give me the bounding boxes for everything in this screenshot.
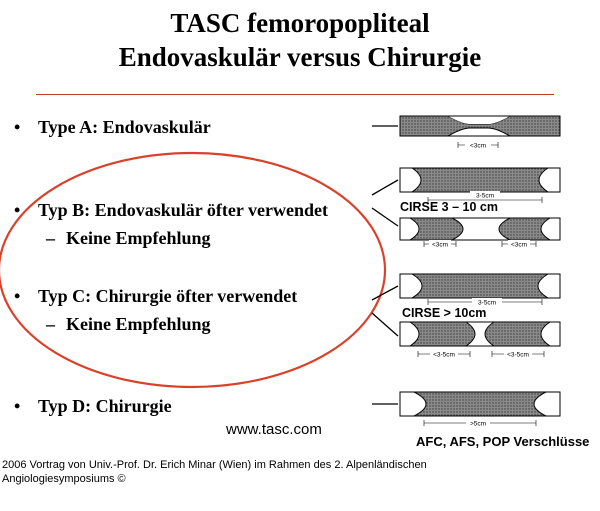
vessel-type-c-2 xyxy=(400,322,560,346)
measure-b1-label: 3-5cm xyxy=(475,192,495,200)
vessel-type-c-1 xyxy=(400,274,560,298)
measure-c2-right-label: <3-5cm xyxy=(507,351,529,359)
bullet-marker: • xyxy=(14,286,21,306)
measure-c2-left-label: <3-5cm xyxy=(433,351,455,359)
sub-bullet-marker: – xyxy=(46,314,55,334)
sub-bullet-type-b-text: Keine Empfehlung xyxy=(66,228,211,248)
connector-line-c-lower xyxy=(372,313,398,336)
measure-c1-label: 3-5cm xyxy=(477,299,497,307)
measure-d-label: >5cm xyxy=(469,420,487,428)
sub-bullet-marker: – xyxy=(46,228,55,248)
vessel-type-b-1 xyxy=(400,168,560,192)
sub-bullet-type-c-text: Keine Empfehlung xyxy=(66,314,211,334)
title-line-1: TASC femoropopliteal xyxy=(170,8,430,38)
bullet-type-c-text: Typ C: Chirurgie öfter verwendet xyxy=(38,286,298,306)
cirse-b-label: CIRSE 3 – 10 cm xyxy=(400,200,498,214)
measure-b2 xyxy=(424,240,536,249)
connector-line-c-upper xyxy=(372,286,398,300)
vessel-type-a xyxy=(400,116,560,136)
vessel-type-b-2 xyxy=(400,218,560,240)
bullet-type-d-text: Typ D: Chirurgie xyxy=(38,396,172,416)
bullet-type-b-text: Typ B: Endovaskulär öfter verwendet xyxy=(38,200,329,220)
cirse-c-label: CIRSE > 10cm xyxy=(402,306,487,320)
title-line-2: Endovaskulär versus Chirurgie xyxy=(118,42,482,72)
measure-d xyxy=(424,419,536,428)
bullet-marker: • xyxy=(14,117,21,137)
measure-a xyxy=(458,141,498,150)
tasc-url[interactable]: www.tasc.com xyxy=(226,421,322,438)
bullet-marker: • xyxy=(14,396,21,416)
measure-a-label: <3cm xyxy=(469,142,487,150)
vessel-type-d xyxy=(400,392,560,416)
highlight-ellipse xyxy=(0,153,385,387)
footnote-credit: 2006 Vortrag von Univ.-Prof. Dr. Erich Minar (Wien) im Rahmen des 2. Alpenländischen Angiologiesymposiums © xyxy=(2,459,427,485)
connector-line-b-upper xyxy=(372,180,398,195)
occlusion-note: AFC, AFS, POP Verschlüsse xyxy=(416,434,590,449)
bullet-type-a-text: Type A: Endovaskulär xyxy=(38,117,211,137)
bullet-marker: • xyxy=(14,200,21,220)
measure-b2-left-label: <3cm xyxy=(431,241,449,249)
measure-c2 xyxy=(418,350,544,359)
measure-b2-right-label: <3cm xyxy=(510,241,528,249)
connector-line-b-lower xyxy=(372,208,398,226)
